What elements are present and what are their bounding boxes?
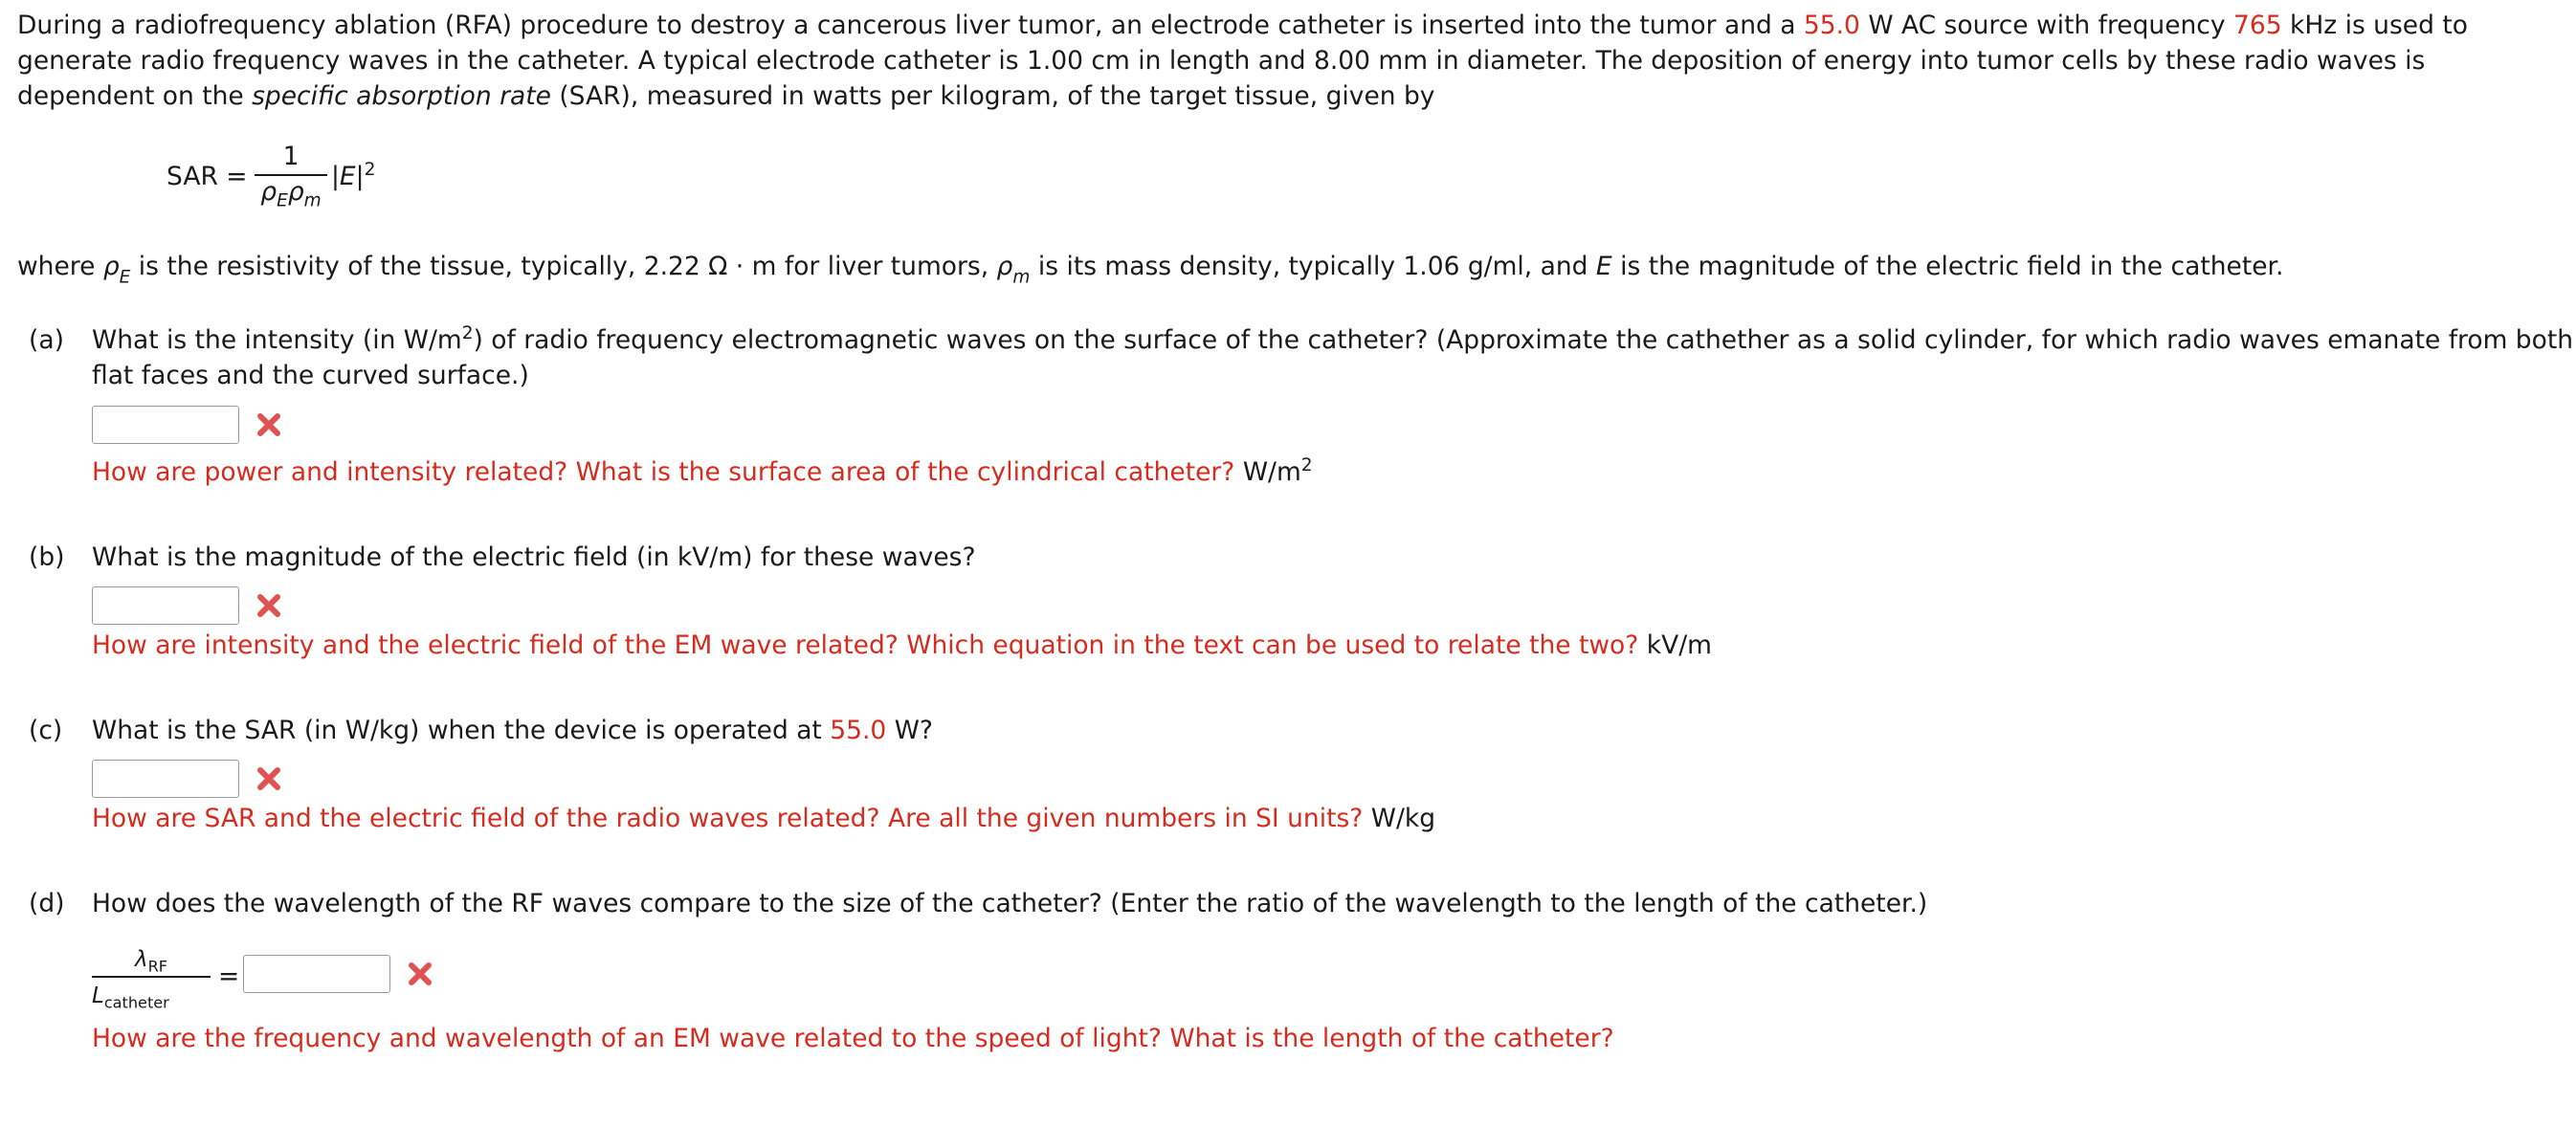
rho-symbol: ρ [287,177,304,207]
where-fragment: is the magnitude of the electric field in the catheter. [1611,252,2284,281]
part-a-question [92,322,2576,393]
e-symbol: E [1595,252,1612,281]
unit-text: W/m [1242,457,1301,487]
intro-emphasis: specific absorption rate [252,81,551,111]
intro-text: During a radiofrequency ablation (RFA) procedure to destroy a cancerous liver tumor, an electrode catheter is inserted into the tumor and a [17,11,1804,40]
hint-text: How are SAR and the electric field of the radio waves related? Are all the given numbers in SI units? [92,804,1364,833]
formula-lhs: SAR = [167,162,248,191]
part-b-answer-row [92,586,283,630]
part-b-answer-input[interactable] [92,586,239,625]
where-fragment: is its mass density, typically 1.06 g/ml, and [1030,252,1596,281]
part-c-hint [92,801,1435,836]
intro-text: kHz is used to generate radio frequency waves in the catheter. A typical electrode catheter is 1.00 cm in length and 8.00 mm in diameter. The deposition of energy into tumor cells by these radio waves is dependent on the [17,11,2468,111]
part-label: (d) [29,889,65,918]
question-text: What is the intensity (in W/m [92,325,462,355]
rho-subscript: E [119,267,131,288]
part-d-answer-input[interactable] [243,955,390,993]
equals-sign: = [218,961,240,991]
rho-symbol: ρ [260,177,278,207]
part-a-hint [92,454,1313,490]
frequency-value: 765 [2232,11,2282,40]
hint-text: How are power and intensity related? What is the surface area of the cylindrical catheter? [92,457,1235,487]
intro-text: (SAR), measured in watts per kilogram, of the target tissue, given by [550,81,1435,111]
question-text: W? [886,716,933,745]
rho-subscript: E [277,190,288,211]
rho-symbol: ρ [102,252,120,281]
rho-subscript: m [1012,267,1031,288]
part-d-question: How does the wavelength of the RF waves compare to the size of the catheter? (Enter the ratio of the wavelength to the length of the catheter.) [92,889,1928,918]
where-fragment: where [17,252,103,281]
formula-numerator: 1 [282,142,300,171]
l-symbol: L [92,983,104,1008]
x-mark-icon [255,410,283,439]
hint-text: How are the frequency and wavelength of an EM wave related to the speed of light? What is the length of the catheter? [92,1024,1614,1053]
subscript: RF [147,957,168,976]
lambda-symbol: λ [134,947,148,972]
exponent: 2 [1300,455,1313,476]
ratio-fraction [92,938,211,1014]
rho-subscript: m [303,190,322,211]
power-value: 55.0 [830,716,887,745]
exponent: 2 [461,323,474,344]
question-text: ) of radio frequency electromagnetic waves on the surface of the catheter? (Approximate the cathether as a solid cylinder, for which radio waves emanate from both flat faces and the curved surface.) [92,325,2574,390]
hint-text: How are intensity and the electric field of the EM wave related? Which equation in the text can be used to relate the two? [92,630,1639,660]
part-a-answer-input[interactable] [92,406,239,444]
abs-e: |E| [331,162,365,191]
x-mark-icon [255,591,283,620]
part-a-answer-row [92,406,283,450]
part-label: (a) [29,325,64,355]
part-label: (c) [29,716,63,745]
part-b-hint [92,628,1712,663]
subscript: catheter [103,993,169,1012]
x-mark-icon [406,960,434,988]
part-d-hint [92,1021,1614,1056]
part-c-question [92,713,2576,748]
x-mark-icon [255,764,283,793]
rho-symbol: ρ [996,252,1013,281]
ratio-denominator [92,978,211,1014]
problem-intro [17,8,2553,114]
formula-fraction [255,140,327,209]
formula-denominator [255,176,327,209]
unit-label: W/kg [1370,804,1436,833]
question-text: What is the SAR (in W/kg) when the device is operated at [92,716,831,745]
part-d-answer [243,955,434,993]
part-d-ratio-row [92,938,1432,1033]
part-c-answer-row [92,760,283,804]
part-c-answer-input[interactable] [92,760,239,798]
power-value: 55.0 [1803,11,1860,40]
where-text [17,249,2284,288]
intro-text: W AC source with frequency [1859,11,2233,40]
unit-label [1243,457,1313,487]
exponent: 2 [364,160,376,181]
unit-label: kV/m [1646,630,1712,660]
where-fragment: is the resistivity of the tissue, typically, 2.22 Ω · m for liver tumors, [130,252,997,281]
formula-abs-field [331,159,375,194]
part-b-question: What is the magnitude of the electric field (in kV/m) for these waves? [92,542,976,572]
part-label: (b) [29,542,65,572]
ratio-numerator [92,938,211,976]
